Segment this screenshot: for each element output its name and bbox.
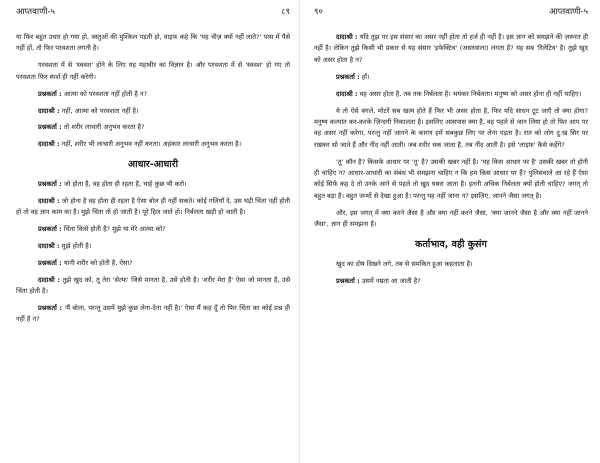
dialogue-text: तो शरीर लाचारी अनुभव करता है? (63, 123, 145, 132)
dialogue-paragraph (16, 258, 290, 269)
dialogue-paragraph (314, 276, 588, 287)
section-heading: आधार-आधारी (127, 158, 179, 170)
dialogue-text: नहीं, शरीर भी लाचारी अनुभव नहीं करता। अहंकार लाचारी अनुभव करता है। (61, 140, 242, 149)
dialogue-text: जो होना है वह होता ही रहता है ऐसा बोल ही नहीं सकते। कोई गलियाँ दे, उस घड़ी चिंता नहीं होती हो तो वह ज्ञान काम का है। मुझे चिंता तो हो जाती है। पूरे हिल जाते हो। निर्बलता खड़ी हो जाती है। (16, 196, 290, 217)
dialogue-text: 'मैं बोला, परन्तु उसमें मुझे कुछ लेना-देना नहीं है।' ऐसा मैं कह दूँ तो फिर चिंता का कोई प्रश्न ही नहीं है न? (16, 304, 290, 324)
speaker-label: प्रश्नकर्ता : (38, 258, 62, 267)
dialogue-text: उसमें नम्रता आ जाती है? (361, 276, 421, 285)
speaker-label: प्रश्नकर्ता : (336, 276, 360, 285)
dialogue-paragraph (16, 303, 290, 326)
right-page-header (314, 6, 588, 18)
speaker-label: दादाश्री : (38, 106, 60, 115)
dialogue-text: चिंता किसे होती है? मुझे या मेरे आत्मा को? (63, 224, 166, 233)
body-paragraph: परवशता में से 'स्ववश' होने के लिए यह महावीर का विज्ञान है। और परवशता में से 'स्ववश' हो गए तो परवशता फिर स्पर्श ही नहीं करेगी। (16, 61, 290, 81)
speaker-label: प्रश्नकर्ता : (336, 72, 360, 81)
speaker-label: दादाश्री : (336, 33, 358, 41)
speaker-label: दादाश्री : (38, 196, 60, 205)
left-page-number: ८९ (281, 7, 290, 17)
dialogue-text: वह असर होता है, तब तक निर्बलता है। भयंकर निर्बलता! मनुष्य को असर होना ही नहीं चाहिए। (359, 89, 582, 98)
dialogue-paragraph (16, 241, 290, 252)
left-page-body (16, 32, 290, 326)
dialogue-paragraph (16, 89, 290, 100)
dialogue-paragraph (16, 275, 290, 298)
dialogue-text: यदि तुझ पर इस संसार का असर नहीं होता तो हर्ज ही नहीं है। इस ज्ञान को समझने की ज़रूरत ही नहीं है। लेकिन तुझे किसी भी प्रकार से यह संसार 'इफेक्टिव' (असरवाला) लगता है? यह सब 'रिलेटिव' है। तुझे खुद को असर होता है न? (314, 33, 588, 64)
right-page-body (314, 32, 588, 287)
dialogue-text: नहीं, आत्मा को परवशता नहीं है। (61, 106, 139, 115)
dialogue-text: आत्मा को परवशता नहीं होती है न? (63, 89, 148, 98)
dialogue-paragraph (16, 106, 290, 117)
dialogue-paragraph (314, 89, 588, 100)
dialogue-paragraph (314, 32, 588, 66)
body-paragraph: ये तो ऐसे बंगले, मोटरें सब खत्म होते हैं फिर भी असर होता है, फिर यदि साधन टूट जाएँ तो क्या होगा? मनुष्य कल्पांत कर-करके ज़िन्दगी निकालता है। इसलिए आसपास क्या है, वह पहले से जान लिया हो तो फिर आप पर वह असर नहीं करेगा, परन्तु नहीं जानने के कारण हमें सबकुछ लिए पर लेना पड़ता है। रात को लोग दु:ख सिर पर रखकर सो जाते हैं और नींद नहीं आती। जब शरीर थक जाता है, तब नींद आती है। इसे 'लाइफ' कैसे कहेंगे? (314, 106, 588, 149)
right-page-running-title: आप्तवाणी-५ (549, 7, 588, 17)
dialogue-text: हाँ। (361, 72, 370, 81)
speaker-label: दादाश्री : (38, 275, 60, 284)
body-paragraph: या फिर बहुत उधार हो गया हो, वस्तुओं की मुश्किल पड़ती हो, वाइफ कहे कि 'यह चीज़ क्यों नहीं लाते?' पास में पैसे नहीं हों, तो फिर परवशता लगती है। (16, 33, 290, 53)
speaker-label: प्रश्नकर्ता : (38, 304, 62, 312)
dialogue-paragraph (16, 139, 290, 150)
section-heading: कर्ताभाव, वही कुसंग (415, 238, 487, 250)
speaker-label: प्रश्नकर्ता : (38, 89, 62, 98)
speaker-label: प्रश्नकर्ता : (38, 123, 62, 132)
left-page-running-title: आप्तवाणी-५ (16, 7, 55, 17)
dialogue-text: मुझे होती है। (61, 241, 92, 250)
body-paragraph: 'तू' कौन है? किसके आधार पर 'तू' है? उसकी खबर नहीं है। 'यह किस आधार पर है' उसकी खबर तो होनी ही चाहिए न? आधार-आधारी का संबंध भी समझना चाहिए न कि हम किस आधार पर हैं? पुलिसवाले आ रहे हैं ऐसा कोई सिर्फ कह दे तो उनके आने से पहले तो खुद घबरा जाता है। इतनी अधिक निर्बलता क्यों होती चाहिए? जगत् तो बहुत बड़ा है। बहुत जन्मों से देखा हुआ है। परन्तु यह नहीं जाना न? इसलिए, जानने जैसा जगत् है। (314, 157, 588, 200)
dialogue-paragraph (16, 122, 290, 133)
right-page-number: ९० (314, 7, 323, 17)
dialogue-paragraph (16, 179, 290, 190)
speaker-label: दादाश्री : (336, 89, 358, 98)
dialogue-text: जो होता है, वह होता ही रहता है, चाहे कुछ भी करो। (63, 179, 187, 188)
speaker-label: दादाश्री : (38, 140, 60, 149)
speaker-label: प्रश्नकर्ता : (38, 179, 62, 188)
right-page (300, 0, 600, 463)
dialogue-paragraph (16, 224, 290, 235)
dialogue-text: यानी शरीर को होती है, ऐसा? (63, 258, 133, 267)
speaker-label: दादाश्री : (38, 241, 60, 250)
body-paragraph: और, इस जगत् में क्या करने जैसा है और क्या नहीं करने जैसा, 'क्या जानने जैसा है और क्या नहीं जानने जैसा', ज्ञान ही समझना है। (314, 208, 588, 229)
dialogue-paragraph (16, 196, 290, 219)
speaker-label: प्रश्नकर्ता : (38, 224, 62, 233)
dialogue-text: तुझे खुद को, तू तेरा 'सेल्फ' जिसे मानता है, उसे होती है। 'शरीर मेरा है' ऐसा जो मानता है, उसे चिंता होती है। (16, 275, 290, 296)
body-paragraph: खुद का दोष दिखने लगे, तब से समकित हुआ कहलाता है। (336, 259, 473, 268)
dialogue-paragraph (314, 72, 588, 83)
left-page-header (16, 6, 290, 18)
